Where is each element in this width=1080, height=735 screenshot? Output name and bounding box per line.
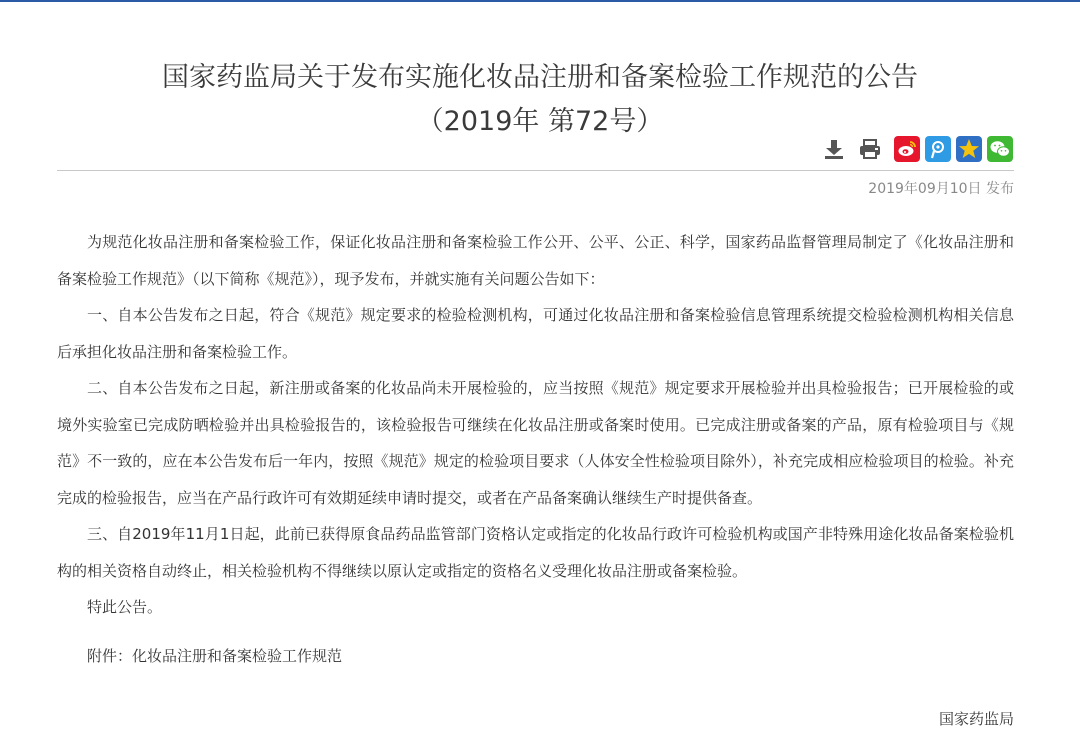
weibo-icon [897,140,917,158]
tencent-weibo-share-button[interactable] [925,136,951,162]
signature: 国家药监局 [938,710,1014,728]
divider [57,170,1014,171]
print-icon[interactable] [856,135,884,163]
title-line-2: （2019年 第72号） [416,106,664,138]
top-border [0,0,1080,2]
paragraph-item-3: 三、自2019年11月1日起，此前已获得原食品药品监管部门资格认定或指定的化妆品行政许可检验机构或国产非特殊用途化妆品备案检验机构的相关资格自动终止，相关检验机构不得继续以原认定或指定的资格名义受理化妆品注册或备案检验。 [57,525,1014,580]
qzone-share-button[interactable] [956,136,982,162]
paragraph-item-2: 二、自本公告发布之日起，新注册或备案的化妆品尚未开展检验的，应当按照《规范》规定要求开展检验并出具检验报告；已开展检验的或境外实验室已完成防晒检验并出具检验报告的，该检验报告可继续在化妆品注册或备案时使用。已完成注册或备案的产品，原有检验项目与《规范》不一致的，应在本公告发布后一年内，按照《规范》规定的检验项目要求（人体安全性检验项目除外），补充完成相应检验项目的检验。补充完成的检验报告，应当在产品行政许可有效期延续申请时提交，或者在产品备案确认继续生产时提供备查。 [57,379,1014,507]
publish-date: 2019年09月10日 发布 [868,181,1014,197]
wechat-share-button[interactable] [987,136,1013,162]
wechat-icon [989,139,1011,159]
qzone-icon [958,138,980,160]
page-title [0,56,1080,144]
share-bar [894,134,1018,164]
weibo-share-button[interactable] [894,136,920,162]
download-icon[interactable] [820,135,848,163]
tencent-weibo-icon [928,139,948,159]
attachment-link[interactable]: 附件：化妆品注册和备案检验工作规范 [87,646,343,665]
article-body [57,224,1014,674]
paragraph-item-1: 一、自本公告发布之日起，符合《规范》规定要求的检验检测机构，可通过化妆品注册和备案检验信息管理系统提交检验检测机构相关信息后承担化妆品注册和备案检验工作。 [57,306,1014,361]
paragraph-closing: 特此公告。 [87,598,163,616]
paragraph-intro: 为规范化妆品注册和备案检验工作，保证化妆品注册和备案检验工作公开、公平、公正、科学，国家药品监督管理局制定了《化妆品注册和备案检验工作规范》（以下简称《规范》），现予发布，并就实施有关问题公告如下： [57,233,1014,288]
article-tools [820,134,892,164]
title-line-1: 国家药监局关于发布实施化妆品注册和备案检验工作规范的公告 [162,62,918,94]
